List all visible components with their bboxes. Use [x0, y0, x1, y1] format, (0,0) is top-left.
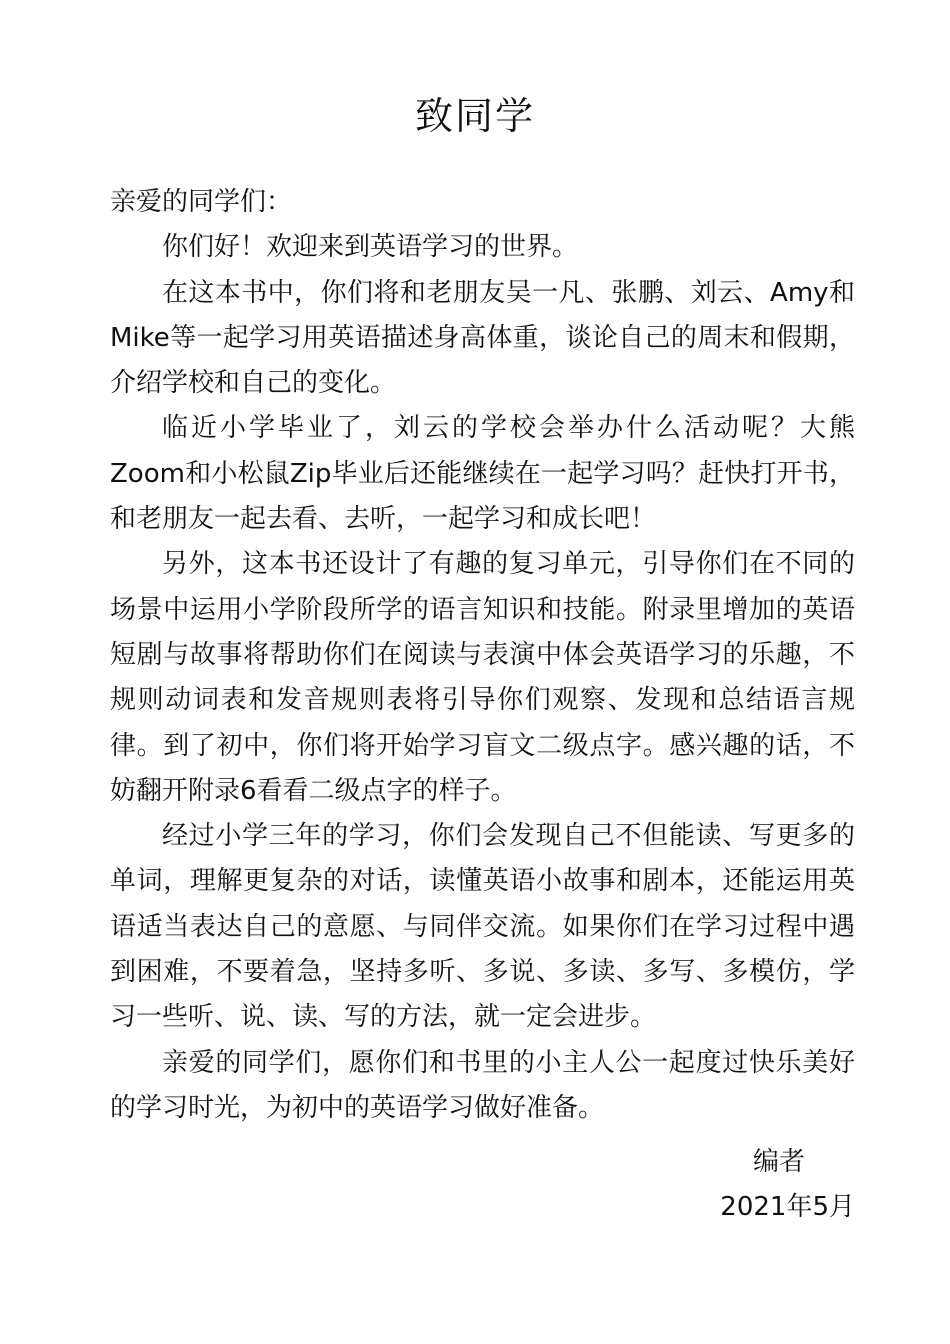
signature-block [720, 1140, 855, 1230]
paragraph-book-intro: 在这本书中，你们将和老朋友吴一凡、张鹏、刘云、Amy和Mike等一起学习用英语描述身高体重，谈论自己的周末和假期，介绍学校和自己的变化。 [110, 277, 855, 399]
paragraph-closing-wish: 亲爱的同学们，愿你们和书里的小主人公一起度过快乐美好的学习时光，为初中的英语学习做好准备。 [110, 1047, 855, 1123]
paragraph-review-units: 另外，这本书还设计了有趣的复习单元，引导你们在不同的场景中运用小学阶段所学的语言知识和技能。附录里增加的英语短剧与故事将帮助你们在阅读与表演中体会英语学习的乐趣，不规则动词表和发音规则表将引导你们观察、发现和总结语言规律。到了初中，你们将开始学习盲文二级点字。感兴趣的话，不妨翻开附录6看看二级点字的样子。 [110, 549, 855, 806]
signature-author: 编者 [752, 1147, 805, 1177]
paragraph-learning-progress: 经过小学三年的学习，你们会发现自己不但能读、写更多的单词，理解更复杂的对话，读懂英语小故事和剧本，还能运用英语适当表达自己的意愿、与同伴交流。如果你们在学习过程中遇到困难，不要着急，坚持多听、多说、多读、多写、多模仿，学习一些听、说、读、写的方法，就一定会进步。 [110, 821, 855, 1033]
paragraph-graduation: 临近小学毕业了，刘云的学校会举办什么活动呢？大熊Zoom和小松鼠Zip毕业后还能继续在一起学习吗？赶快打开书，和老朋友一起去看、去听，一起学习和成长吧！ [110, 413, 855, 535]
signature-date: 2021年5月 [720, 1192, 855, 1222]
paragraph-greeting: 你们好！欢迎来到英语学习的世界。 [162, 232, 579, 263]
salutation: 亲爱的同学们： [110, 187, 293, 217]
page-title: 致同学 [414, 94, 535, 138]
letter-body [110, 180, 855, 1131]
